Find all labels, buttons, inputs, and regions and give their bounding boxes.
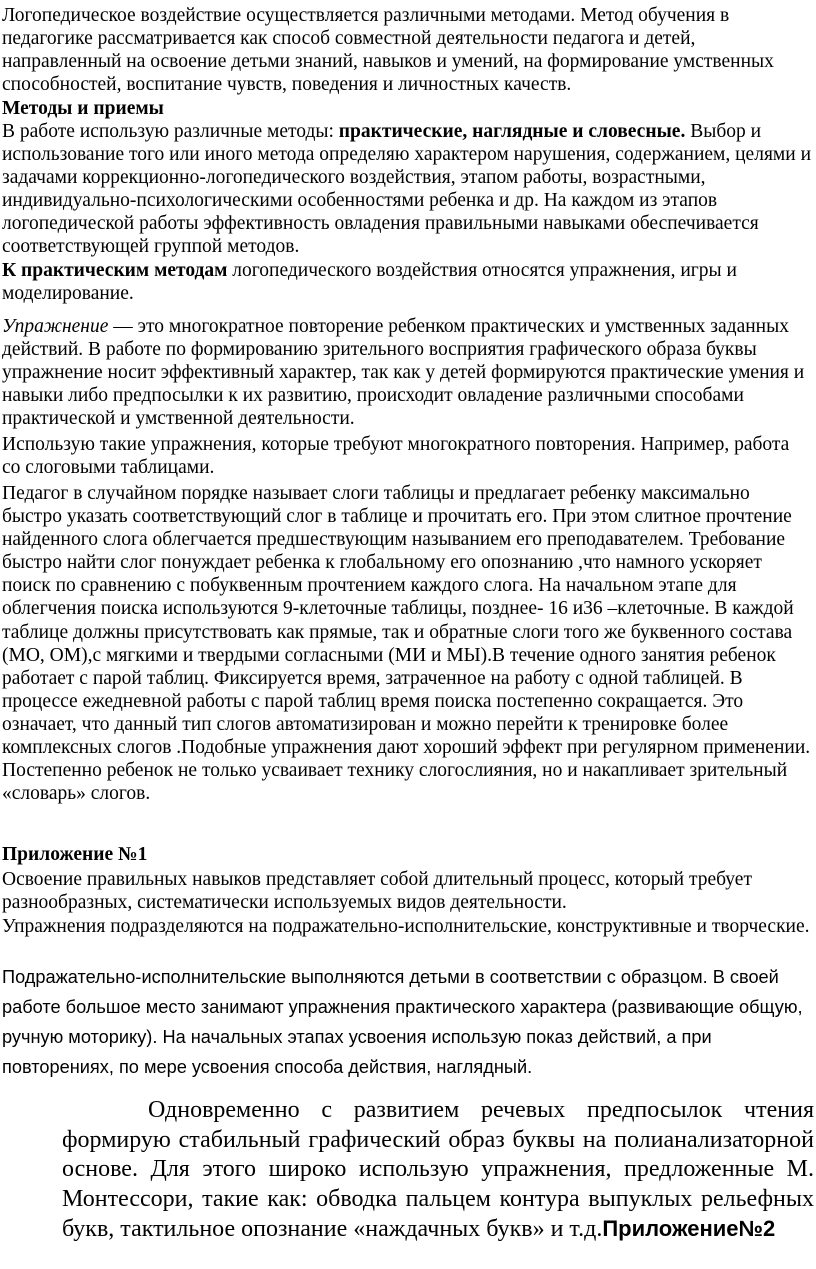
repeat-paragraph: Использую такие упражнения, которые требуют многократного повторения. Например, работа со слоговыми таблицами. bbox=[2, 434, 790, 479]
final-paragraph bbox=[62, 1096, 814, 1245]
appendix1-heading bbox=[2, 843, 812, 866]
exercise-paragraph bbox=[2, 315, 812, 430]
types-paragraph: Упражнения подразделяются на подражательно-исполнительские, конструктивные и творческие. bbox=[2, 916, 810, 937]
methods-bold: практические, наглядные и словесные. bbox=[338, 121, 686, 142]
methods-rest: Выбор и использование того или иного метода определяю характером нарушения, содержанием, целями и задачами коррекционно-логопедического воздействия, этапом работы, возрастными, индивидуально-психологическими особенностями ребенка и др. На каждом из этапов логопедической работы эффективность овладения правильными навыками обеспечивается соответствующей группой методов. bbox=[2, 121, 812, 258]
methods-lead: В работе использую различные методы: bbox=[2, 121, 339, 142]
exercise-definition: — это многократное повторение ребенком практических и умственных заданных действий. В работе по формированию зрительного восприятия графического образа буквы упражнение носит эффективный характер, так как у детей формируются практические умения и навыки либо предпосылки к их развитию, происходит овладение различными способами практической и умственной деятельности. bbox=[2, 316, 805, 430]
mastery-paragraph: Освоение правильных навыков представляет собой длительный процесс, который требует разнообразных, систематически используемых видов деятельности. bbox=[2, 869, 752, 914]
methods-heading bbox=[2, 97, 812, 120]
appendix1-text: Приложение №1 bbox=[2, 844, 148, 865]
exercise-term: Упражнение bbox=[2, 316, 109, 337]
practical-bold: К практическим методам bbox=[2, 260, 228, 281]
methods-paragraph bbox=[2, 120, 812, 259]
teacher-paragraph: Педагог в случайном порядке называет слоги таблицы и предлагает ребенку максимально быстро указать соответствующий слог в таблице и прочитать его. При этом слитное прочтение найденного слога облегчается предшествующим называнием его преподавателем. Требование быстро найти слог понуждает ребенка к глобальному его опознанию ,что намного ускоряет поиск по сравнению с побуквенным прочтением каждого слога. На начальном этапе для облегчения поиска используются 9-клеточные таблицы, позднее- 16 и36 –клеточные. В каждой таблице должны присутствовать как прямые, так и обратные слоги того же буквенного состава (МО, ОМ),с мягкими и твердыми согласными (МИ и МЫ).В течение одного занятия ребенок работает с парой таблиц. Фиксируется время, затраченное на работу с одной таблицей. В процессе ежедневной работы с парой таблиц время поиска постепенно сокращается. Это означает, что данный тип слогов автоматизирован и можно перейти к тренировке более комплексных слогов .Подобные упражнения дают хороший эффект при регулярном применении. Постепенно ребенок не только усваивает технику слогослияния, но и накапливает зрительный «словарь» слогов. bbox=[2, 483, 811, 805]
methods-heading-text: Методы и приемы bbox=[2, 98, 164, 119]
appendix2-text: Приложение№2 bbox=[602, 1216, 776, 1241]
practical-rest: логопедического воздействия относятся упражнения, игры и моделирование. bbox=[2, 260, 737, 305]
imitative-paragraph: Подражательно-исполнительские выполняются детьми в соответствии с образцом. В своей работе большое место занимают упражнения практического характера (развивающие общую, ручную моторику). На начальных этапах усвоения использую показ действий, а при повторениях, по мере усвоения способа действия, наглядный. bbox=[2, 967, 803, 1077]
final-text: Одновременно с развитием речевых предпосылок чтения формирую стабильный графический образ буквы на полианализаторной основе. Для этого широко использую упражнения, предложенные М. Монтессори, такие как: обводка пальцем контура выпуклых рельефных букв, тактильное опознание «наждачных букв» и т.д. bbox=[62, 1097, 814, 1242]
practical-paragraph bbox=[2, 259, 812, 305]
intro-paragraph: Логопедическое воздействие осуществляется различными методами. Метод обучения в педагогике рассматривается как способ совместной деятельности педагога и детей, направленный на освоение детьми знаний, навыков и умений, на формирование умственных способностей, воспитание чувств, поведения и личностных качеств. bbox=[2, 5, 774, 96]
